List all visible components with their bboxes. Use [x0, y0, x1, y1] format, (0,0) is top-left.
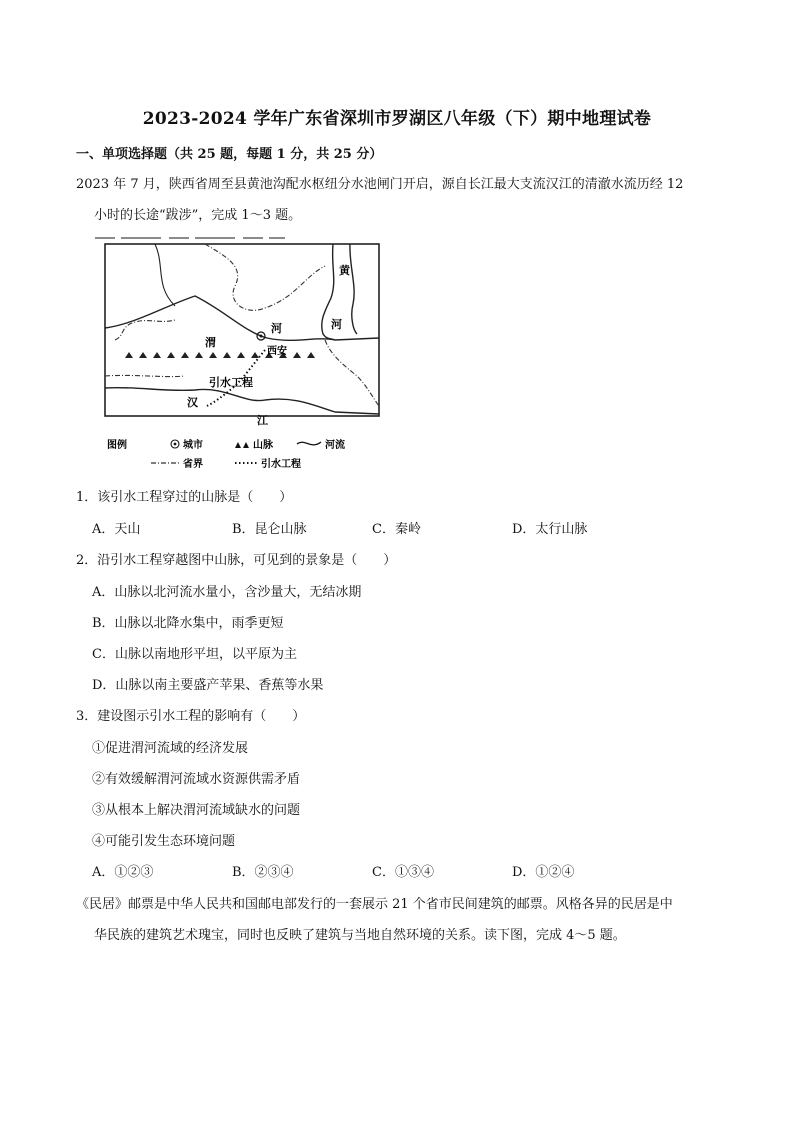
- q1-option-d[interactable]: D．太行山脉: [512, 522, 588, 537]
- intro2-line2: 华民族的建筑艺术瑰宝，同时也反映了建筑与当地自然环境的关系。读下图，完成 4～5 题。: [94, 928, 626, 943]
- map-svg: [95, 236, 395, 474]
- q2-stem: 2．沿引水工程穿越图中山脉，可见到的景象是（ ）: [76, 553, 397, 568]
- intro2-line1: 《民居》邮票是中华人民共和国邮电部发行的一套展示 21 个省市民间建筑的邮票。风格各异的民居是中: [76, 897, 673, 912]
- intro1-line2: 小时的长途“跋涉”，完成 1～3 题。: [94, 208, 302, 223]
- q3-item-3: ③从根本上解决渭河流域缺水的问题: [92, 803, 301, 818]
- province-border-north: [205, 244, 325, 310]
- map-figure: [95, 236, 395, 474]
- tributary-river: [155, 244, 175, 306]
- legend-title: 图例: [107, 440, 127, 451]
- q3-item-2: ②有效缓解渭河流域水资源供需矛盾: [92, 772, 301, 787]
- legend-city: 城市: [183, 440, 203, 451]
- q3-option-b[interactable]: B．②③④: [232, 865, 294, 880]
- province-border-south: [105, 375, 185, 376]
- legend-project: 引水工程: [261, 459, 301, 470]
- q3-stem: 3．建设图示引水工程的影响有（ ）: [76, 709, 306, 724]
- han-river: [105, 388, 379, 414]
- legend-mountain-icon: [235, 442, 249, 448]
- legend-river: 河流: [325, 440, 345, 451]
- legend-river-icon: [297, 442, 321, 445]
- q1-option-a[interactable]: A．天山: [92, 522, 141, 537]
- q3-item-1: ①促进渭河流域的经济发展: [92, 741, 249, 756]
- intro1-line1: 2023 年 7 月，陕西省周至县黄池沟配水枢纽分水池闸门开启，源自长江最大支流汉江的清澈水流历经 12: [76, 177, 684, 192]
- label-wei: 渭: [205, 336, 216, 349]
- legend-mountain: 山脉: [253, 440, 273, 451]
- legend-province: 省界: [183, 459, 203, 470]
- page-title: 2023-2024 学年广东省深圳市罗湖区八年级（下）期中地理试卷: [142, 109, 652, 129]
- section-heading: 一、单项选择题（共 25 题，每题 1 分，共 25 分）: [76, 147, 383, 162]
- q3-item-4: ④可能引发生态环境问题: [92, 834, 236, 849]
- q2-option-c[interactable]: C．山脉以南地形平坦，以平原为主: [92, 647, 297, 662]
- q3-options: [92, 861, 652, 880]
- label-han: 汉: [187, 396, 198, 409]
- province-border-east: [325, 340, 379, 406]
- q3-option-a[interactable]: A．①②③: [92, 865, 154, 880]
- label-xian: 西安: [267, 346, 287, 357]
- q1-option-c[interactable]: C．秦岭: [372, 522, 421, 537]
- label-he-right: 河: [331, 318, 342, 331]
- label-huang: 黄: [339, 264, 350, 277]
- city-xian-dot: [260, 335, 263, 338]
- q2-option-b[interactable]: B．山脉以北降水集中，雨季更短: [92, 616, 284, 631]
- q2-option-d[interactable]: D．山脉以南主要盛产苹果、香蕉等水果: [92, 678, 324, 693]
- province-border-west: [115, 320, 175, 340]
- label-project: 引水工程: [209, 376, 253, 389]
- q1-option-b[interactable]: B．昆仑山脉: [232, 522, 307, 537]
- label-he-mid: 河: [271, 322, 282, 335]
- q3-option-c[interactable]: C．①③④: [372, 865, 434, 880]
- q1-options: [92, 518, 652, 537]
- q1-stem: 1．该引水工程穿过的山脉是（ ）: [76, 490, 293, 505]
- label-jiang: 江: [257, 414, 268, 427]
- legend-city-dot: [174, 443, 177, 446]
- q3-option-d[interactable]: D．①②④: [512, 865, 575, 880]
- q2-option-a[interactable]: A．山脉以北河流水量小，含沙量大，无结冰期: [92, 585, 362, 600]
